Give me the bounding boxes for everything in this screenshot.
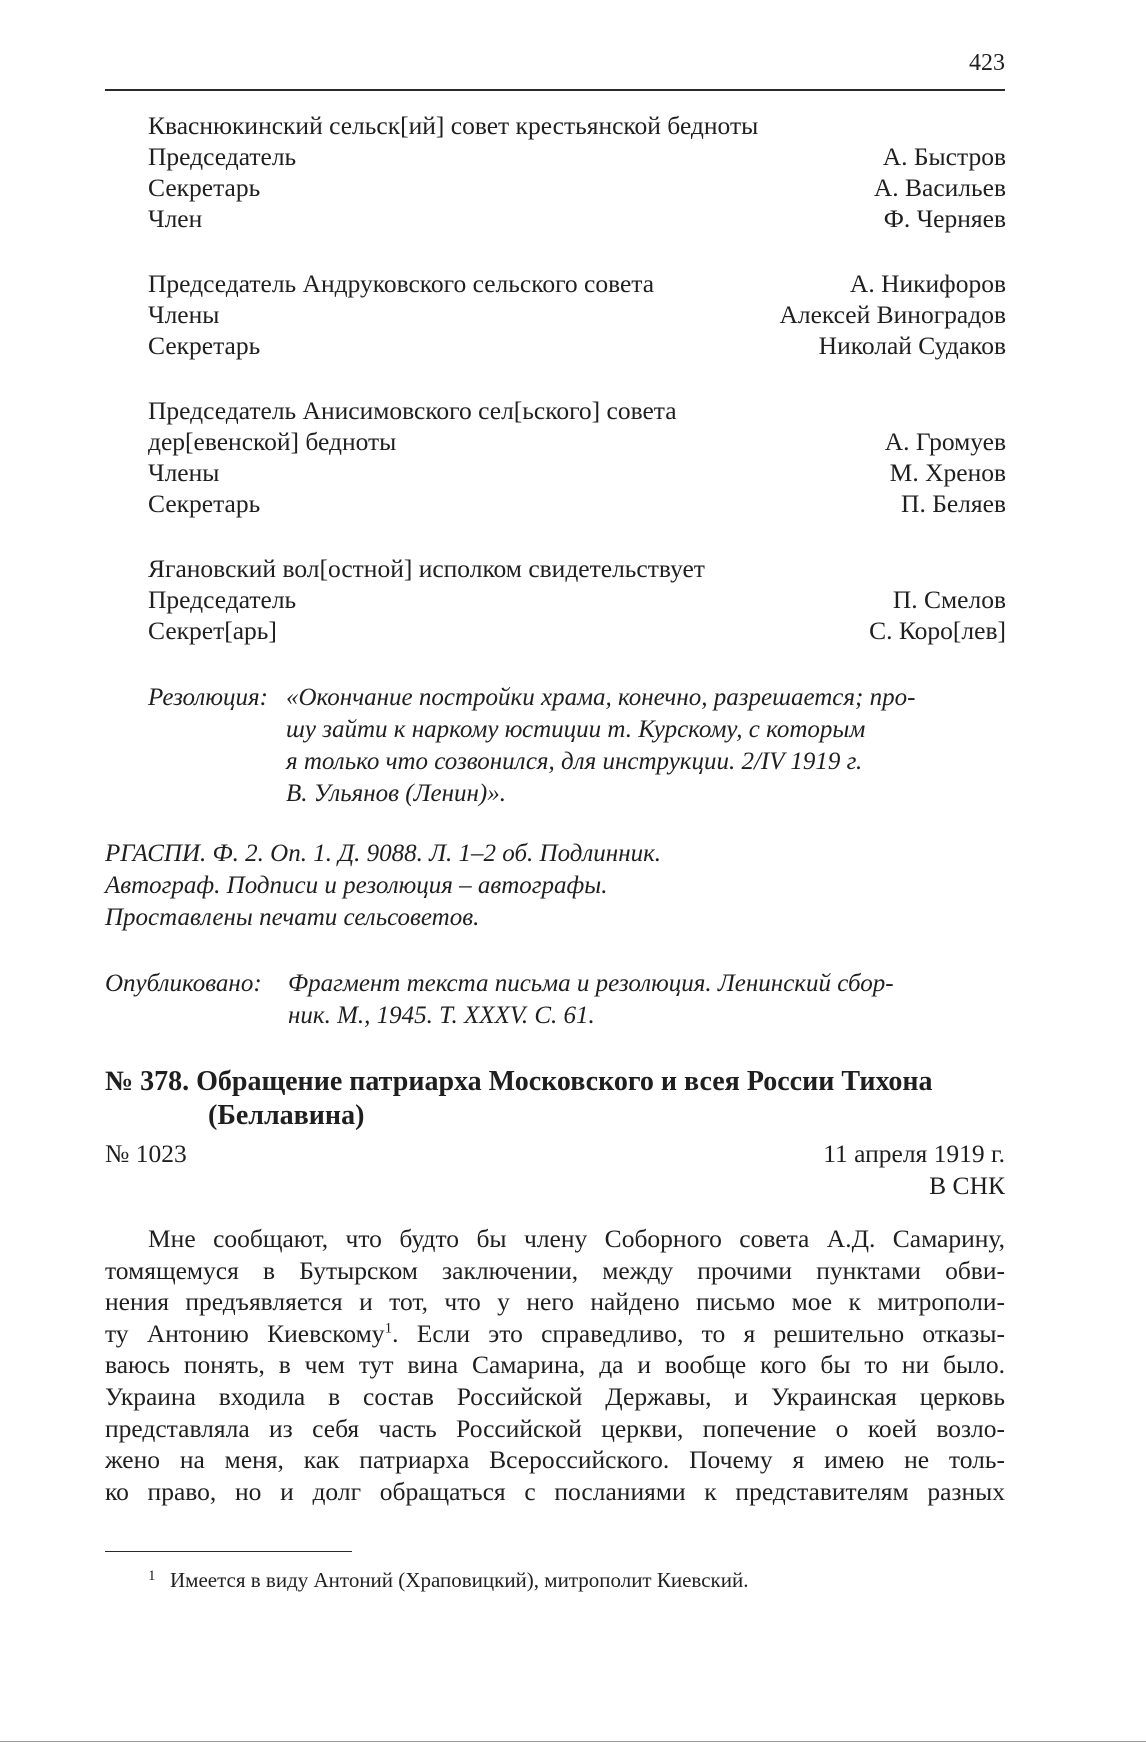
body-line-text: ту Антонию Киевскому [105,1318,385,1348]
resolution [148,682,1006,810]
resolution-line: В. Ульянов (Ленин)». [286,780,506,807]
block-heading: Ягановский вол[остной] исполком свидетельствует [148,554,705,583]
archive-reference [105,838,1005,934]
document-body [105,1223,1005,1507]
body-line: нения предъявляется и тот, что у него найдено письмо мое к митрополи- [105,1287,1005,1317]
signatory-name: А. Васильев [873,173,1006,202]
archive-line: Автограф. Подписи и резолюция – автографы. [105,872,608,899]
archive-line: Проставлены печати сельсоветов. [105,904,480,931]
published-label: Опубликовано: [105,970,262,997]
signatory-name: С. Коро[лев] [869,616,1006,645]
signature-row [148,172,1006,203]
footnote-reference: 1 [384,1320,393,1337]
signature-row [148,488,1006,519]
signatory-name: П. Беляев [901,489,1006,518]
signatory-role: Члены [148,300,220,329]
signatory-role: Члены [148,458,220,487]
signatory-role: Член [148,204,203,233]
published-line: ник. М., 1945. Т. XXXV. С. 61. [288,1002,595,1029]
body-line: Мне сообщают, что будто бы члену Соборного совета А.Д. Самарину, [148,1224,1005,1253]
signatory-name: А. Никифоров [849,269,1006,298]
signature-row [148,268,1006,299]
header-rule [105,89,1005,91]
signature-row [148,426,1006,457]
signature-row [148,203,1006,234]
body-line: представляла из себя часть Российской церкви, попечение о коей возло- [105,1413,1005,1443]
document-title-line: (Беллавина) [208,1100,365,1131]
published-text [288,968,1005,1032]
body-line: жено на меня, как патриарха Всероссийского. Почему я имею не толь- [105,1445,1005,1475]
signature-block-kvasnyukinsky [148,110,1006,234]
document-addressee: В СНК [929,1171,1005,1200]
footnote-mark: 1 [148,1568,156,1584]
signatory-name: А. Быстров [882,142,1006,171]
resolution-line: я только что созвонился, для инструкции. 2/IV 1919 г. [286,748,863,775]
signatory-role: Секретарь [148,331,261,360]
signatory-role: дер[евенской] бедноты [148,427,397,456]
footnote [148,1566,1008,1594]
signature-block-andrukovsky [148,268,1006,361]
scan-edge [0,1741,1146,1742]
signatory-name: Алексей Виноградов [779,300,1006,329]
signature-block-yaganovsky [148,553,1006,646]
signatory-role: Секретарь [148,173,261,202]
document-title-line: № 378. Обращение патриарха Московского и всея России Тихона [105,1066,933,1097]
signatory-name: Николай Судаков [818,331,1006,360]
body-line: Украина входила в состав Российской Державы, и Украинская церковь [105,1381,1005,1411]
block-heading: Председатель Анисимовского сел[ьского] совета [148,396,677,425]
body-line: ко право, но и долг обращаться с посланиями к представителям разных [105,1476,1005,1506]
body-line: томящемуся в Бутырском заключении, между прочими пунктами обви- [105,1255,1005,1285]
signature-row [148,141,1006,172]
archive-line: РГАСПИ. Ф. 2. Оп. 1. Д. 9088. Л. 1–2 об. Подлинник. [105,840,662,867]
signatory-role: Председатель Андруковского сельского совета [148,269,655,298]
signatory-role: Председатель [148,142,297,171]
signatory-name: Ф. Черняев [883,204,1006,233]
signature-block-anisimovsky [148,395,1006,519]
signature-row [148,584,1006,615]
signature-row [148,330,1006,361]
block-heading: Кваснюкинский сельск[ий] совет крестьянской бедноты [148,111,759,140]
footnote-text: Имеется в виду Антоний (Храповицкий), митрополит Киевский. [170,1568,749,1592]
resolution-line: шу зайти к наркому юстиции т. Курскому, с которым [286,716,866,743]
signatory-role: Секретарь [148,489,261,518]
body-line-text: . Если это справедливо, то я решительно отказы- [392,1318,1006,1348]
signature-row [148,615,1006,646]
document-number: № 1023 [105,1139,187,1168]
body-line: ваюсь понять, в чем тут вина Самарина, да и вообще кого бы то ни было. [105,1350,1005,1380]
resolution-text [286,682,1006,810]
signatory-role: Секрет[арь] [148,616,277,645]
footnote-rule [105,1551,352,1552]
signatory-role: Председатель [148,585,297,614]
body-line [105,1318,1005,1350]
signatory-name: А. Громуев [884,427,1006,456]
published-line: Фрагмент текста письма и резолюция. Ленинский сбор- [288,970,894,997]
resolution-line: «Окончание постройки храма, конечно, разрешается; про- [286,684,916,711]
document-date: 11 апреля 1919 г. [823,1139,1005,1168]
publication-note [105,968,1005,1032]
signatory-name: М. Хренов [889,458,1006,487]
signature-row [148,299,1006,330]
signatory-name: П. Смелов [892,585,1006,614]
signature-row [148,457,1006,488]
page-number: 423 [969,50,1005,76]
document-title [105,1065,1005,1133]
resolution-label: Резолюция: [148,684,268,711]
